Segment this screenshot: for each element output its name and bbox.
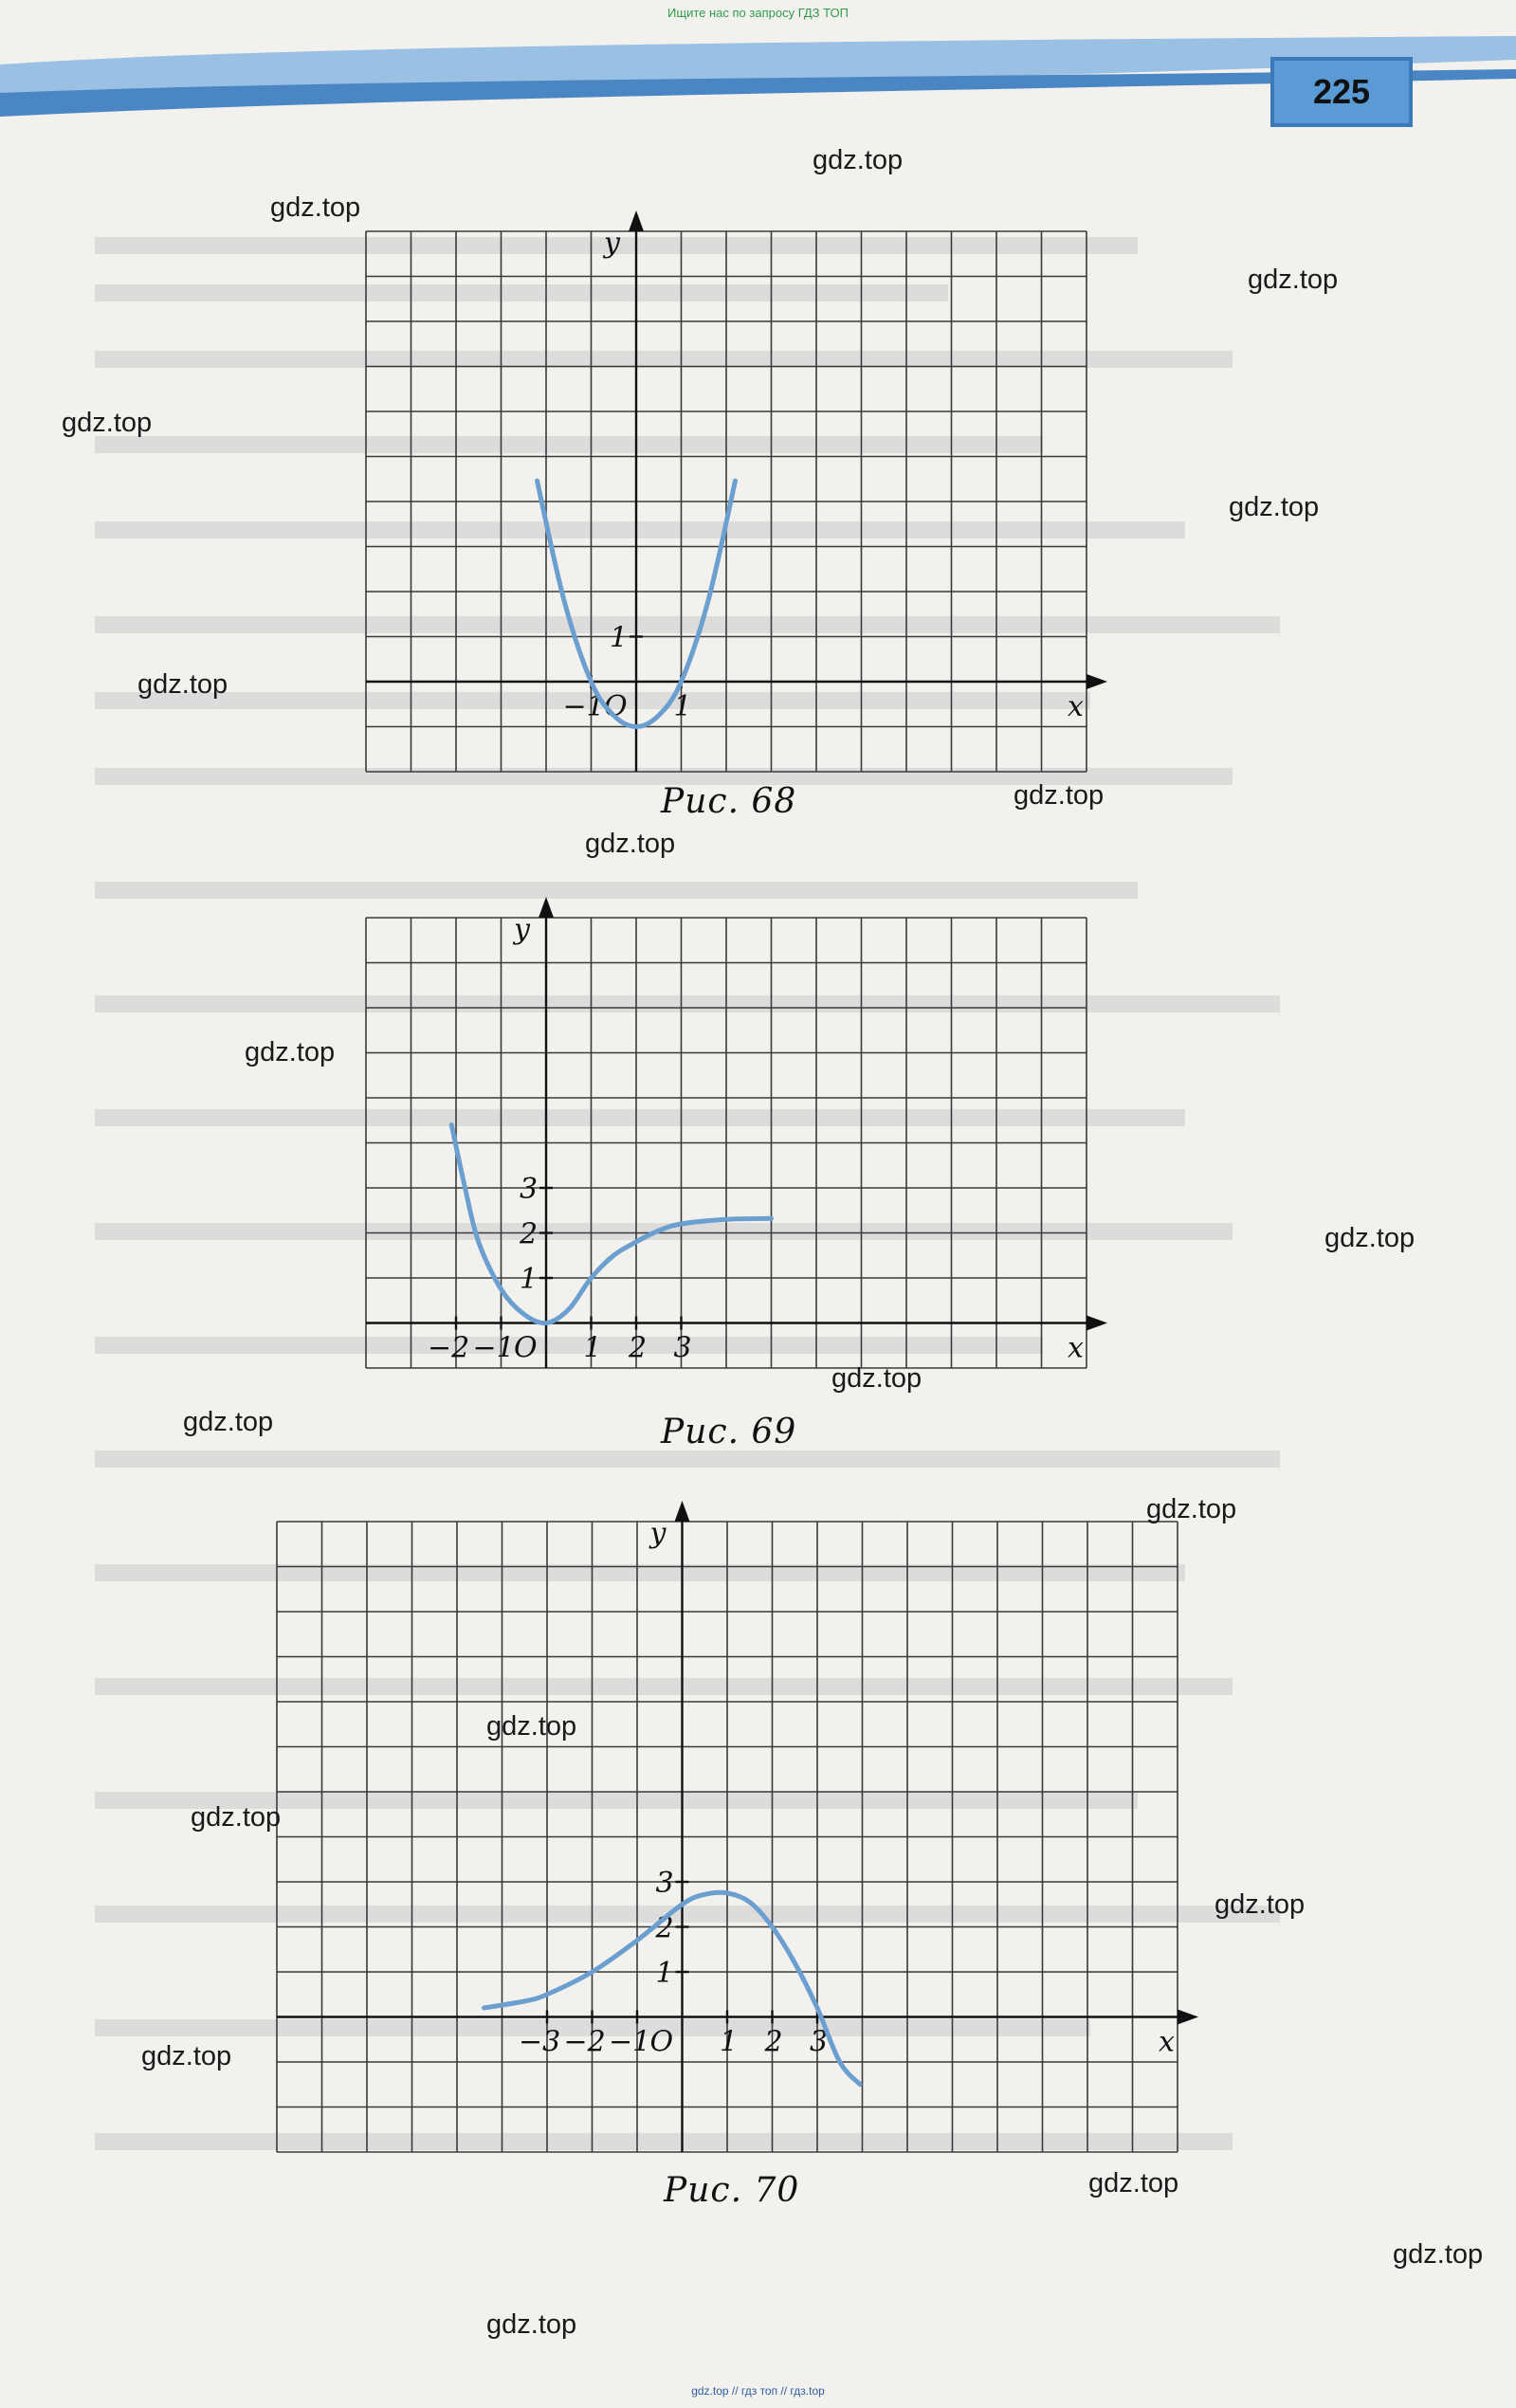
y-tick-label: 2 [520, 1217, 539, 1251]
x-tick-label: −2 [563, 2025, 606, 2059]
watermark: gdz.top [486, 2309, 577, 2340]
watermark: gdz.top [183, 1407, 274, 1437]
watermark: gdz.top [1088, 2168, 1179, 2198]
x-tick-label: 1 [720, 2025, 739, 2059]
graph-fig-70 [277, 1517, 1178, 2152]
watermark: gdz.top [1248, 265, 1339, 295]
watermark: gdz.top [831, 1363, 922, 1394]
x-axis-arrow [1178, 2010, 1198, 2025]
graph-fig-69 [360, 910, 1084, 1371]
x-tick-label: 3 [673, 1331, 692, 1365]
x-tick-label: 1 [673, 690, 692, 723]
origin-label: O [514, 1331, 538, 1365]
watermark: gdz.top [1324, 1223, 1416, 1253]
x-tick-label: −1 [472, 1331, 515, 1365]
grid [366, 231, 1087, 772]
watermark: gdz.top [486, 1711, 577, 1742]
y-axis-label: y [514, 913, 530, 946]
x-tick-label: −2 [428, 1331, 470, 1365]
y-tick-label: 3 [655, 1867, 674, 1900]
origin-label: O [604, 690, 628, 723]
watermark: gdz.top [585, 829, 676, 859]
watermark: gdz.top [1229, 492, 1320, 522]
x-axis-label: x [1068, 1331, 1084, 1365]
caption-fig-68: Рис. 68 [661, 782, 797, 821]
caption-fig-70: Рис. 70 [664, 2171, 800, 2210]
x-axis-label: x [1159, 2025, 1175, 2059]
x-axis-arrow [1087, 1316, 1107, 1331]
x-tick-label: 2 [629, 1331, 648, 1365]
page-number: 225 [1270, 57, 1413, 127]
y-tick-label: 1 [655, 1957, 674, 1990]
x-tick-label: 3 [810, 2025, 829, 2059]
watermark: gdz.top [137, 669, 228, 700]
graph-fig-68 [360, 224, 1084, 774]
watermark: gdz.top [1014, 780, 1105, 811]
x-tick-label: −1 [609, 2025, 651, 2059]
origin-label: O [649, 2025, 674, 2059]
y-axis-arrow [675, 1501, 690, 1522]
x-tick-label: 1 [583, 1331, 602, 1365]
y-tick-label: 1 [520, 1263, 539, 1296]
function-curve [451, 1125, 771, 1323]
watermark: gdz.top [245, 1037, 336, 1067]
caption-fig-69: Рис. 69 [661, 1413, 797, 1451]
watermark: gdz.top [813, 145, 904, 175]
y-tick-label: 1 [610, 621, 629, 655]
y-axis-label: y [604, 227, 620, 260]
watermark: gdz.top [1215, 1889, 1306, 1920]
x-tick-label: 2 [764, 2025, 783, 2059]
x-axis-label: x [1068, 690, 1084, 723]
y-axis-arrow [629, 210, 644, 231]
top-note: Ищите нас по запросу ГДЗ ТОП [667, 6, 849, 20]
x-axis-arrow [1087, 674, 1107, 689]
watermark: gdz.top [141, 2041, 232, 2071]
watermark: gdz.top [191, 1802, 282, 1833]
y-tick-label: 3 [520, 1173, 539, 1206]
x-tick-label: −1 [562, 690, 605, 723]
watermark: gdz.top [62, 408, 153, 438]
footer-note: gdz.top // гдз топ // гдз.top [691, 2384, 825, 2398]
watermark: gdz.top [270, 192, 361, 223]
y-axis-arrow [539, 897, 554, 918]
watermark: gdz.top [1146, 1494, 1237, 1524]
y-tick-label: 2 [655, 1911, 674, 1945]
grid [366, 918, 1087, 1368]
watermark: gdz.top [1393, 2239, 1484, 2270]
y-axis-label: y [649, 1517, 667, 1550]
x-tick-label: −3 [519, 2025, 561, 2059]
